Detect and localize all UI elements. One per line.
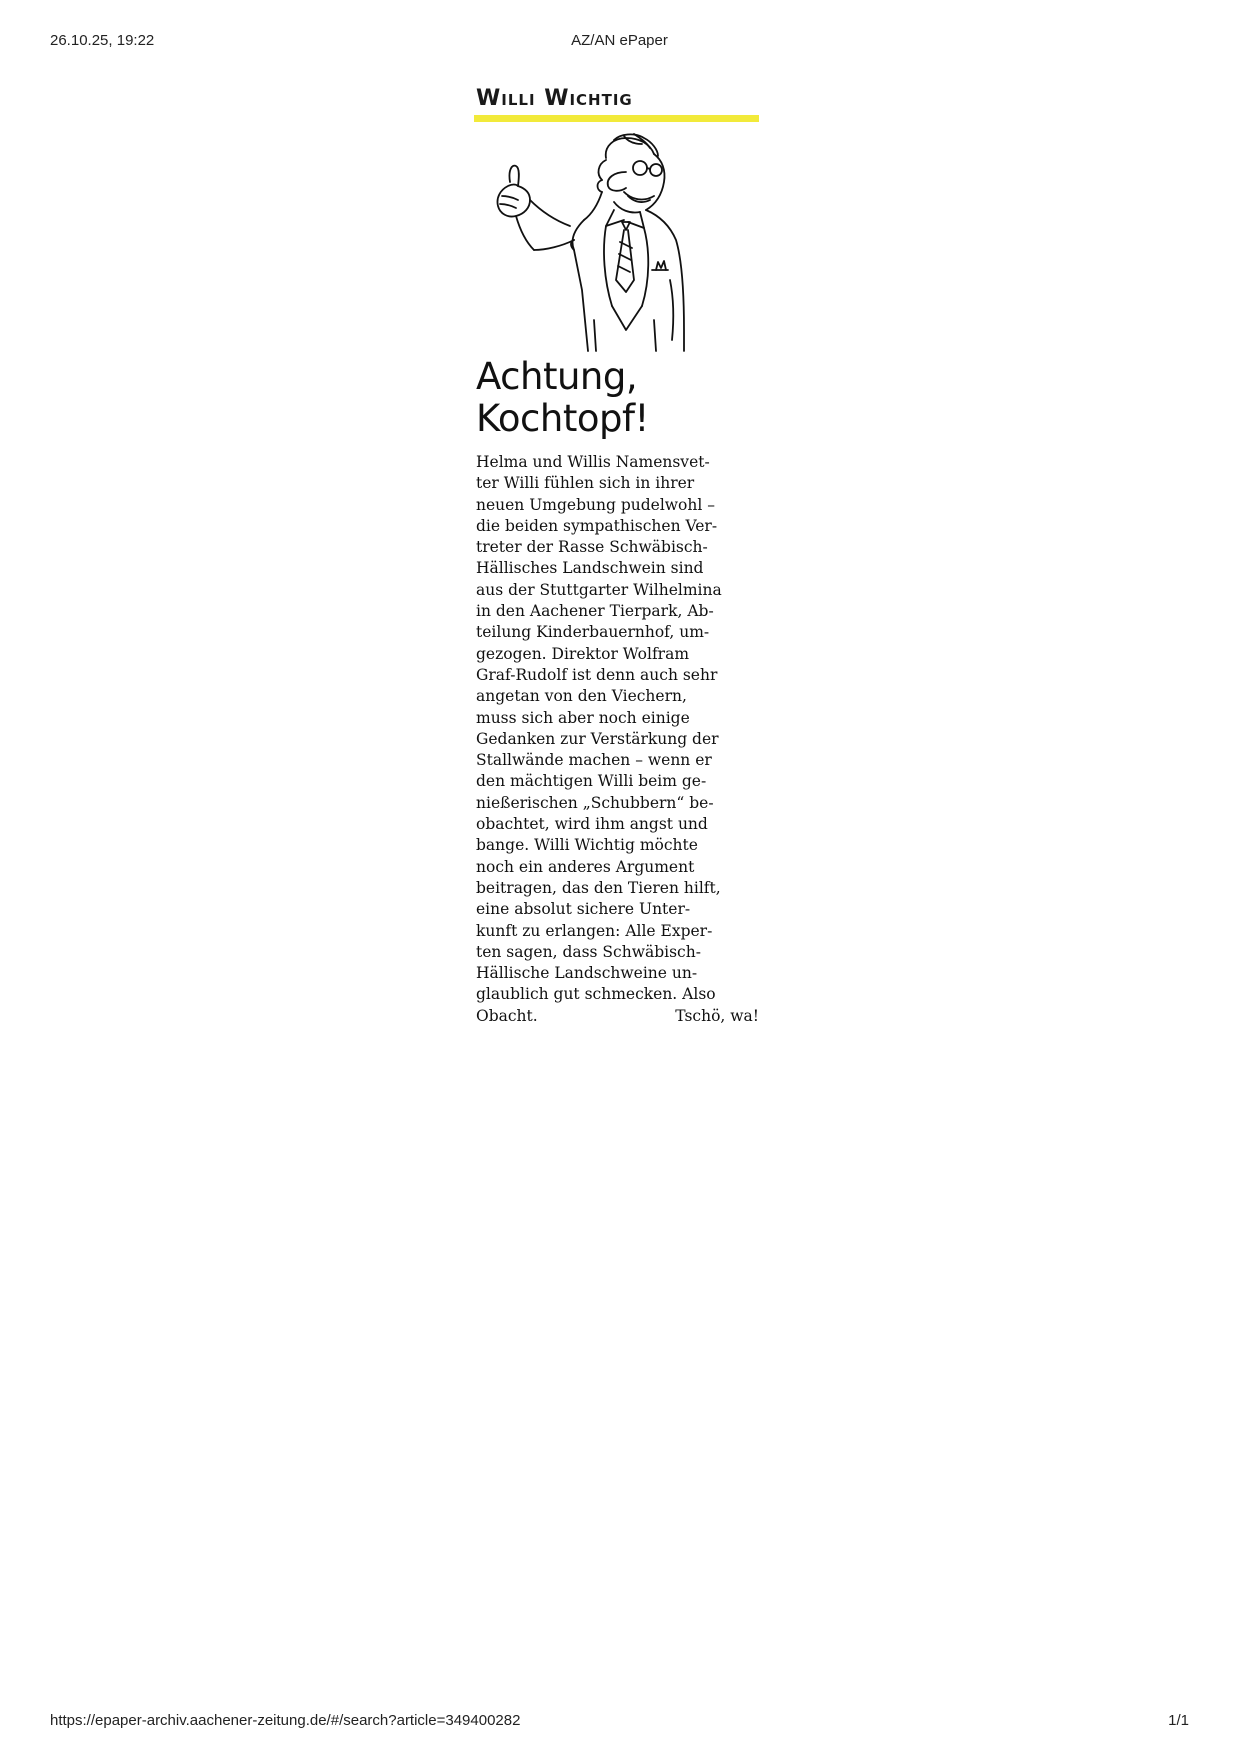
- body-last-line: [476, 1006, 759, 1027]
- article-headline: [474, 356, 759, 440]
- rubric-underline: [474, 115, 759, 122]
- body-line: Hällische Landschweine un-: [476, 964, 698, 983]
- body-line: obachtet, wird ihm angst und: [476, 815, 708, 834]
- body-line: eine absolut sichere Unter-: [476, 900, 691, 919]
- body-line: Stallwände machen – wenn er: [476, 751, 712, 770]
- cartoon-illustration: [474, 130, 759, 352]
- body-line: nießerischen „Schubbern“ be-: [476, 793, 714, 812]
- body-line: Gedanken zur Verstärkung der: [476, 729, 719, 748]
- body-line: gezogen. Direktor Wolfram: [476, 644, 690, 663]
- body-line: teilung Kinderbauernhof, um-: [476, 623, 710, 642]
- body-line: Helma und Willis Namensvet-: [476, 453, 710, 471]
- headline-line: Achtung,: [476, 355, 638, 398]
- body-line: glaublich gut schmecken. Also: [476, 985, 716, 1004]
- rubric-title: Willi Wichtig: [476, 86, 633, 111]
- body-line: treter der Rasse Schwäbisch-: [476, 538, 708, 557]
- print-footer: [50, 1712, 1189, 1732]
- body-line: aus der Stuttgarter Wilhelmina: [476, 580, 722, 599]
- body-line: ter Willi fühlen sich in ihrer: [476, 474, 695, 493]
- body-line: Graf-Rudolf ist denn auch sehr: [476, 665, 718, 684]
- body-line: angetan von den Viechern,: [476, 687, 687, 706]
- rubric-header: [474, 84, 759, 124]
- body-line: muss sich aber noch einige: [476, 708, 690, 727]
- body-line: bange. Willi Wichtig möchte: [476, 836, 698, 855]
- print-date: 26.10.25, 19:22: [50, 32, 155, 49]
- body-line: ten sagen, dass Schwäbisch-: [476, 942, 701, 961]
- body-line: kunft zu erlangen: Alle Exper-: [476, 921, 713, 940]
- article-clipping: [474, 84, 759, 1027]
- body-line: noch ein anderes Argument: [476, 857, 695, 876]
- body-line: die beiden sympathischen Ver-: [476, 516, 718, 535]
- print-header: [50, 32, 1189, 52]
- source-url: https://epaper-archiv.aachener-zeitung.de/#/search?article=349400282: [50, 1712, 521, 1729]
- headline-line: Kochtopf!: [476, 397, 649, 440]
- cartoon-man-thumbs-up-icon: [474, 130, 759, 352]
- body-line: Hällisches Landschwein sind: [476, 559, 704, 578]
- article-body: [474, 452, 759, 1027]
- body-line-end: Obacht.: [476, 1006, 538, 1025]
- body-line: in den Aachener Tierpark, Ab-: [476, 602, 714, 621]
- page-number: 1/1: [1168, 1712, 1189, 1729]
- author-signoff: Tschö, wa!: [675, 1006, 759, 1025]
- body-line: beitragen, das den Tieren hilft,: [476, 878, 721, 897]
- print-page-title: AZ/AN ePaper: [571, 32, 668, 49]
- body-line: den mächtigen Willi beim ge-: [476, 772, 707, 791]
- body-line: neuen Umgebung pudelwohl –: [476, 495, 715, 514]
